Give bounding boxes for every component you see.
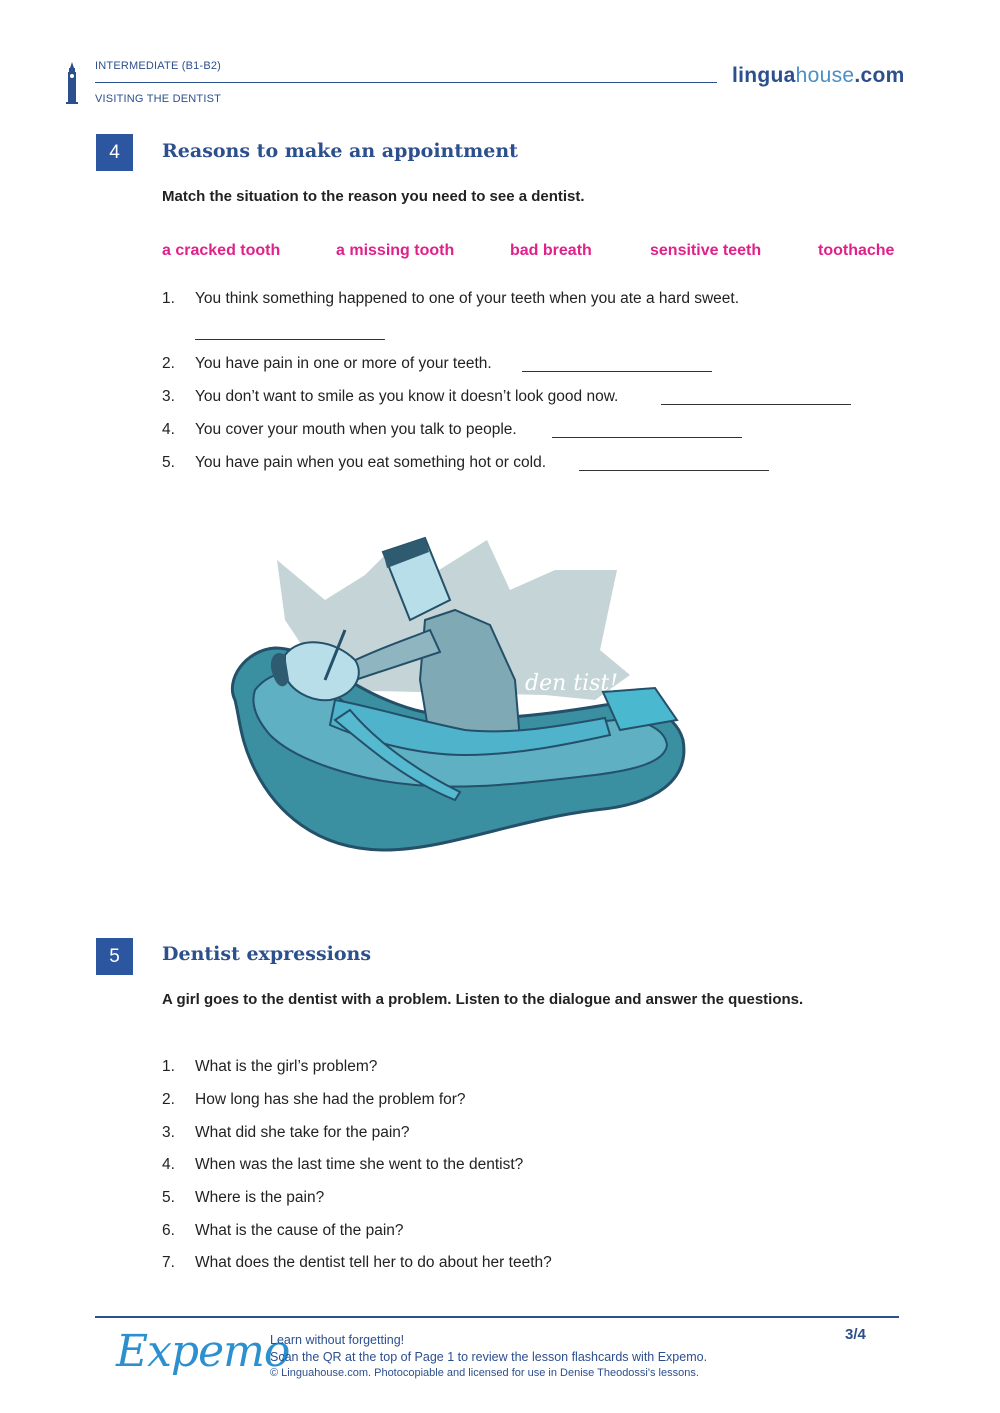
item-text: You have pain when you eat something hot or cold. [195,454,547,471]
big-ben-icon [64,62,80,104]
item-text: You don’t want to smile as you know it doesn’t look good now. [195,388,619,405]
question-text: What does the dentist tell her to do about her teeth? [195,1254,552,1271]
item-number: 5. [162,454,175,471]
question-text: How long has she had the problem for? [195,1091,466,1108]
answer-blank-5[interactable] [579,470,769,471]
item-number: 1. [162,290,175,307]
question-text: What is the girl’s problem? [195,1058,378,1075]
page-number: 3/4 [845,1326,866,1343]
topic-label: VISITING THE DENTIST [95,93,222,105]
question-text: What did she take for the pain? [195,1124,410,1141]
question-number: 5. [162,1189,175,1206]
expemo-logo[interactable]: Expemo [116,1326,290,1377]
question-text: Where is the pain? [195,1189,325,1206]
section-5-instruction: A girl goes to the dentist with a problem. Listen to the dialogue and answer the questions. [162,991,804,1008]
dentist-illustration [215,530,690,855]
question-number: 6. [162,1222,175,1239]
question-text: When was the last time she went to the dentist? [195,1156,524,1173]
question-number: 4. [162,1156,175,1173]
section-4-title: Reasons to make an appointment [162,140,518,162]
footer-divider [95,1316,899,1318]
item-text: You think something happened to one of your teeth when you ate a hard sweet. [195,290,740,307]
header-divider [95,82,717,83]
answer-blank-3[interactable] [661,404,851,405]
question-number: 3. [162,1124,175,1141]
question-number: 7. [162,1254,175,1271]
answer-blank-4[interactable] [552,437,742,438]
brand-part-com: .com [854,64,905,87]
item-number: 2. [162,355,175,372]
item-text: You cover your mouth when you talk to people. [195,421,517,438]
answer-blank-2[interactable] [522,371,712,372]
footer-tagline: Learn without forgetting! [270,1333,405,1347]
section-4-number: 4 [96,134,133,171]
word-bank-item[interactable]: sensitive teeth [650,242,762,259]
question-number: 1. [162,1058,175,1075]
footer-qr-note: Scan the QR at the top of Page 1 to review the lesson flashcards with Expemo. [270,1350,708,1364]
word-bank-item[interactable]: toothache [818,242,895,259]
footer-copyright: © Linguahouse.com. Photocopiable and licensed for use in Denise Theodossi's lessons. [270,1367,699,1379]
item-number: 3. [162,388,175,405]
question-number: 2. [162,1091,175,1108]
brand-part-lingua: lingua [732,64,796,87]
word-bank-item[interactable]: bad breath [510,242,592,259]
linguahouse-logo[interactable] [732,64,905,88]
section-5-title: Dentist expressions [162,943,372,965]
section-5-number: 5 [96,938,133,975]
item-number: 4. [162,421,175,438]
question-text: What is the cause of the pain? [195,1222,404,1239]
level-label: INTERMEDIATE (B1-B2) [95,60,222,72]
section-4-instruction: Match the situation to the reason you need to see a dentist. [162,188,585,205]
illustration-label: den tist! [525,671,619,696]
word-bank-item[interactable]: a missing tooth [336,242,455,259]
item-text: You have pain in one or more of your teeth. [195,355,492,372]
brand-part-house: house [795,64,855,87]
word-bank-item[interactable]: a cracked tooth [162,242,281,259]
answer-blank-1[interactable] [195,339,385,340]
